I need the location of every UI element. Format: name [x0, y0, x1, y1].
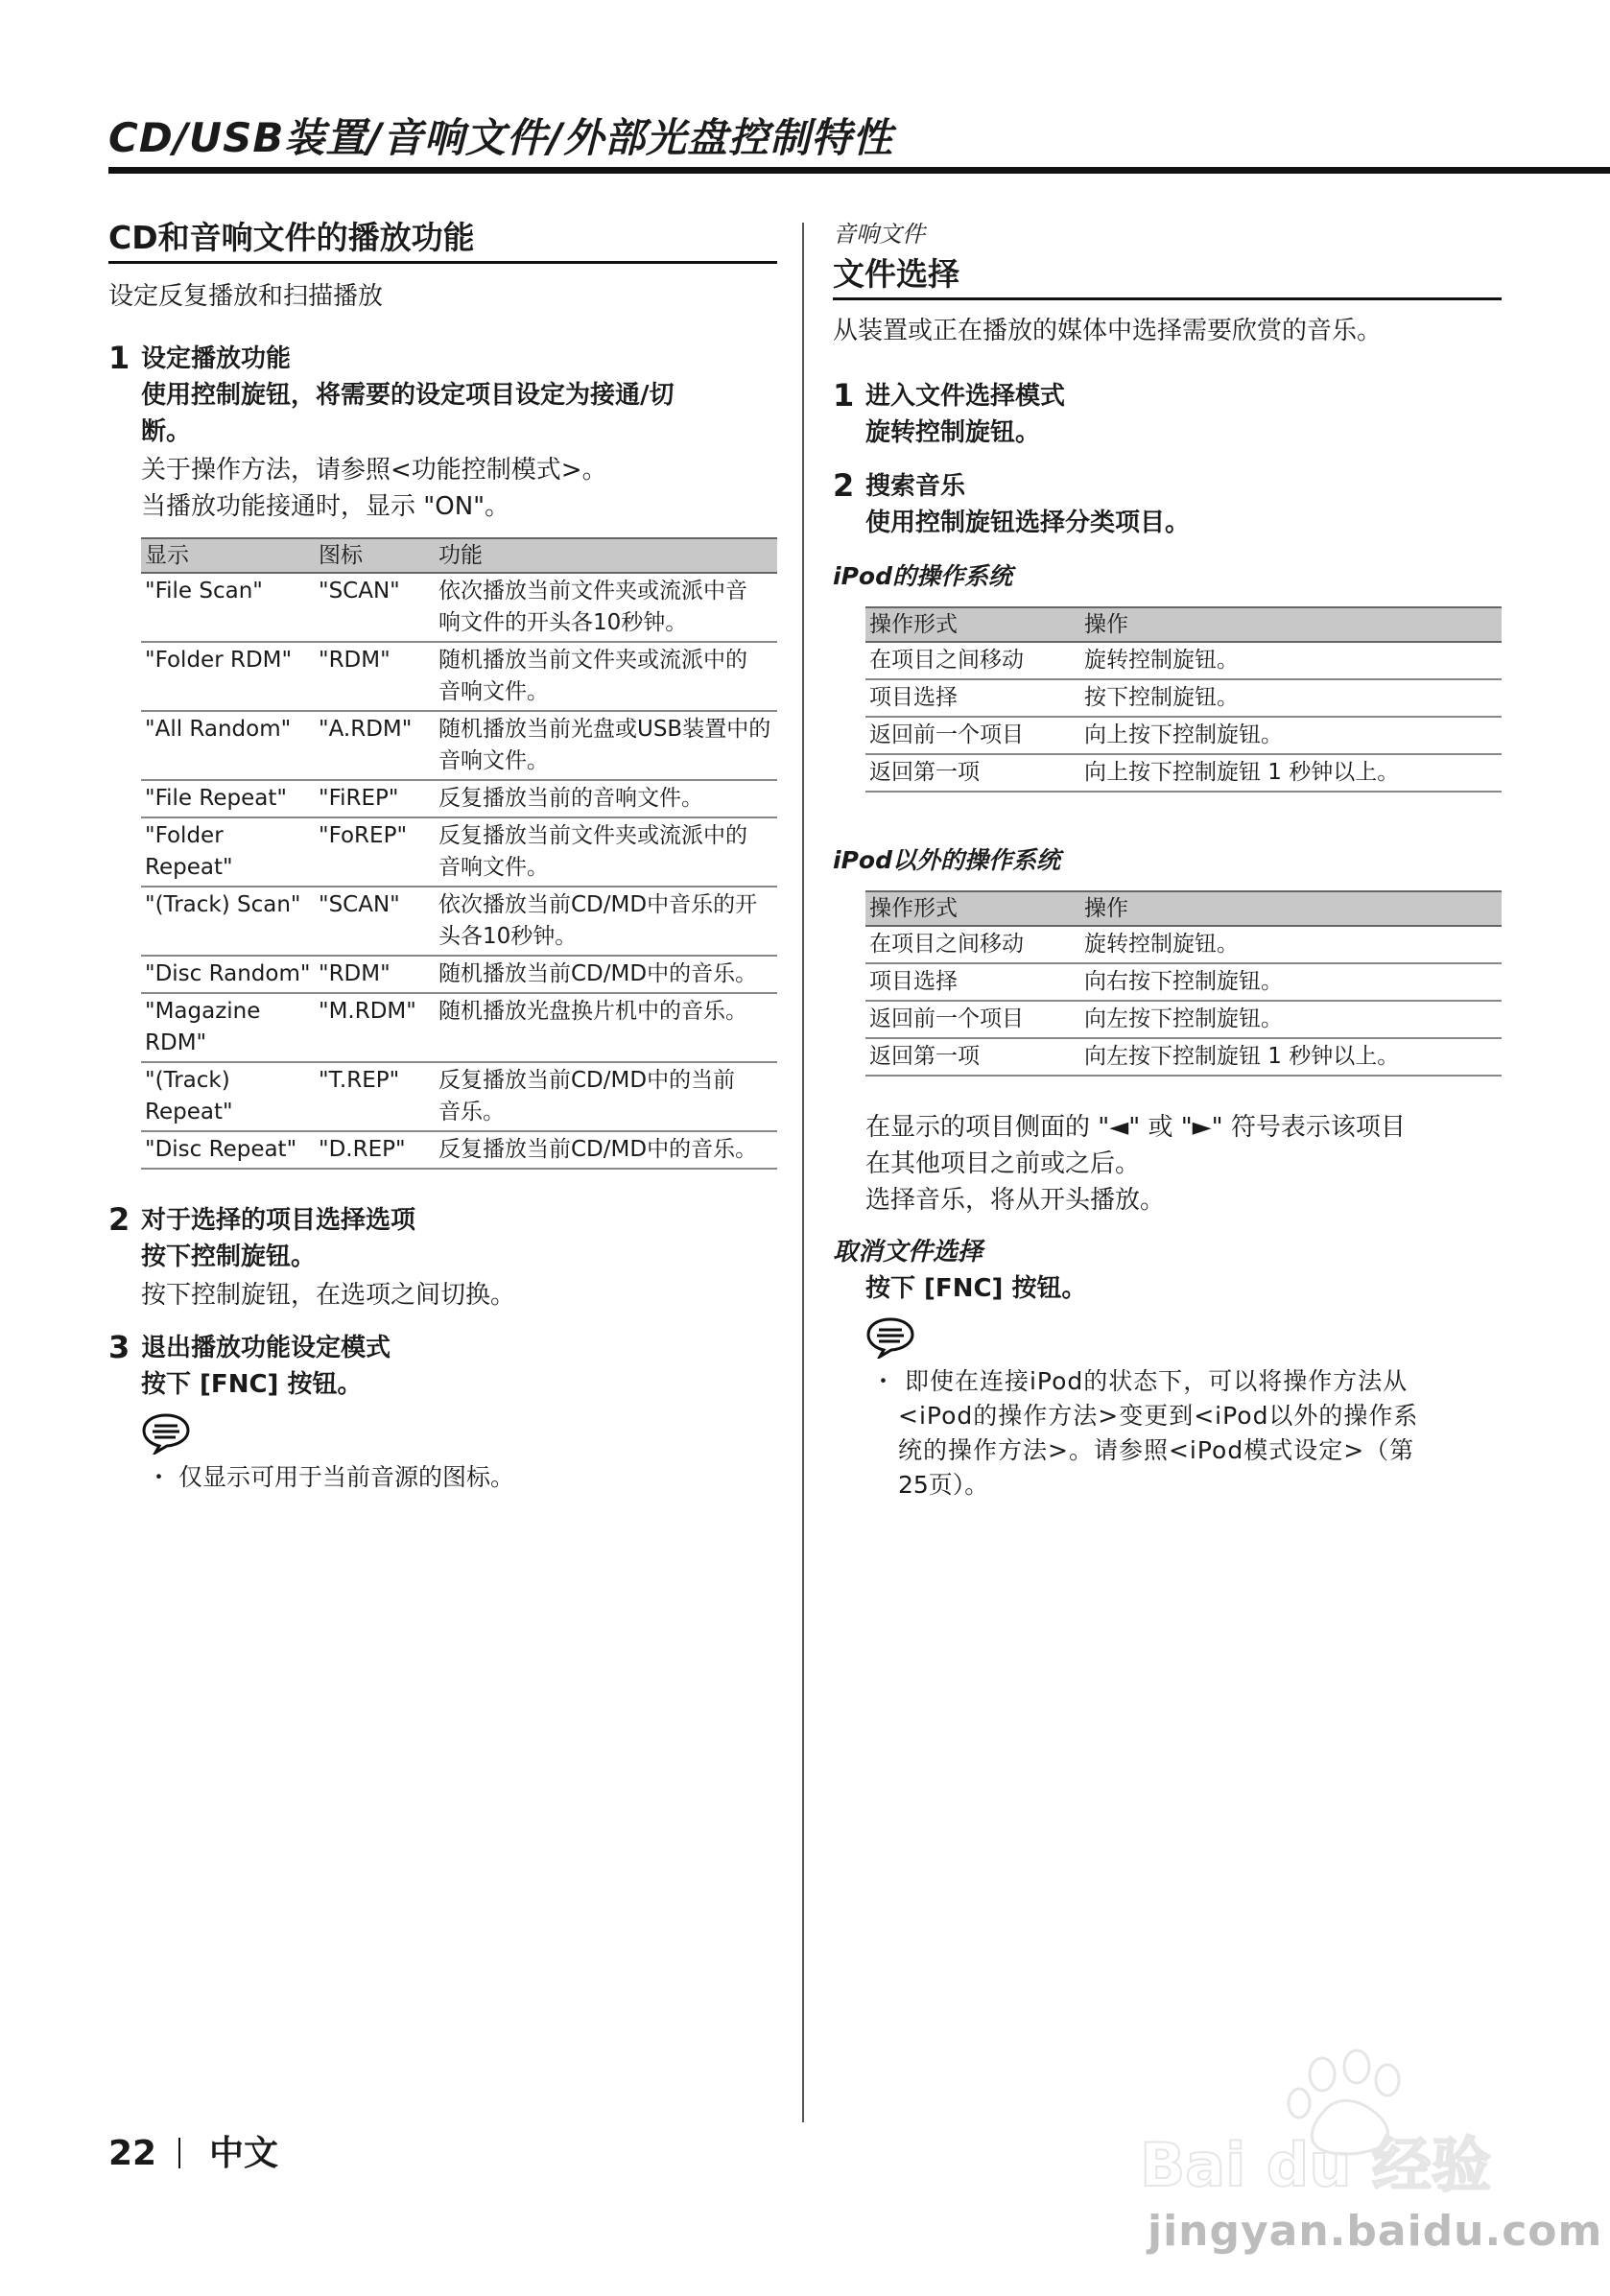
function-line: 反复播放当前文件夹或流派中的: [438, 823, 747, 848]
header-operation: 操作: [1080, 891, 1502, 926]
ipod-heading: iPod的操作系统: [833, 562, 1012, 590]
operation-form-cell: 返回第一项: [865, 1038, 1080, 1076]
header-display: 显示: [141, 538, 315, 573]
note-icon: [865, 1316, 915, 1359]
section-title-file-select: 文件选择: [833, 253, 1502, 300]
operation-form-cell: 项目选择: [865, 679, 1080, 717]
table-row: [141, 642, 777, 711]
icon-cell: "SCAN": [315, 887, 435, 956]
note-icon: [141, 1412, 191, 1455]
table-row: [865, 926, 1502, 963]
table-row: [141, 887, 777, 956]
function-cell: [435, 1131, 777, 1169]
step-number: 1: [833, 377, 855, 414]
header-icon: 图标: [315, 538, 435, 573]
table-row: [141, 817, 777, 887]
play-explanation: 选择音乐，将从开头播放。: [865, 1186, 1166, 1215]
display-cell: "File Scan": [141, 573, 315, 642]
display-cell: "Disc Random": [141, 956, 315, 993]
step-number: 3: [108, 1329, 130, 1365]
step-number: 2: [108, 1201, 130, 1238]
display-cell: "(Track) Scan": [141, 887, 315, 956]
table-row: [141, 1131, 777, 1169]
function-line: 反复播放当前CD/MD中的音乐。: [438, 1137, 758, 1162]
icon-cell: "D.REP": [315, 1131, 435, 1169]
step-description: 关于操作方法，请参照<功能控制模式>。: [141, 456, 607, 485]
non-ipod-heading: iPod以外的操作系统: [833, 846, 1060, 874]
operation-form-cell: 在项目之间移动: [865, 642, 1080, 679]
table-row: [865, 963, 1502, 1001]
function-line: 随机播放当前文件夹或流派中的: [438, 648, 747, 673]
display-cell: "Magazine RDM": [141, 993, 315, 1062]
operation-cell: 旋转控制旋钮。: [1080, 926, 1502, 963]
table-row: [865, 1038, 1502, 1076]
function-line: 头各10秒钟。: [438, 924, 578, 949]
table-header-row: [865, 891, 1502, 926]
table-row: [141, 573, 777, 642]
function-line: 随机播放当前CD/MD中的音乐。: [438, 961, 758, 986]
function-cell: [435, 956, 777, 993]
table-row: [865, 1001, 1502, 1038]
footer-separator: [178, 2138, 180, 2168]
display-cell: "All Random": [141, 711, 315, 780]
table-row: [865, 754, 1502, 792]
operation-form-cell: 在项目之间移动: [865, 926, 1080, 963]
symbol-explanation: 在显示的项目侧面的 "◄" 或 "►" 符号表示该项目: [865, 1113, 1406, 1142]
icon-cell: "M.RDM": [315, 993, 435, 1062]
operation-form-cell: 返回前一个项目: [865, 717, 1080, 754]
function-line: 音响文件。: [438, 855, 549, 880]
column-divider: [802, 223, 804, 2122]
symbol-explanation: 在其他项目之前或之后。: [865, 1149, 1141, 1178]
note-text: ・ 即使在连接iPod的状态下，可以将操作方法从: [871, 1367, 1409, 1395]
step-title: 设定播放功能: [141, 344, 292, 373]
display-cell: "Folder Repeat": [141, 817, 315, 887]
function-cell: [435, 817, 777, 887]
table-row: [141, 780, 777, 817]
display-cell: "(Track) Repeat": [141, 1062, 315, 1131]
step-description: 按下控制旋钮，在选项之间切换。: [141, 1281, 516, 1310]
function-cell: [435, 711, 777, 780]
table-header-row: [141, 538, 777, 573]
operation-cell: 旋转控制旋钮。: [1080, 642, 1502, 679]
step-title: 搜索音乐: [865, 472, 966, 501]
function-line: 反复播放当前的音响文件。: [438, 786, 703, 811]
operation-cell: 向右按下控制旋钮。: [1080, 963, 1502, 1001]
table-row: [865, 717, 1502, 754]
step-instruction: 使用控制旋钮选择分类项目。: [865, 509, 1191, 537]
playback-intro: 设定反复播放和扫描播放: [108, 282, 384, 311]
icon-cell: "RDM": [315, 642, 435, 711]
note-text: ・ 仅显示可用于当前音源的图标。: [147, 1463, 514, 1491]
icon-cell: "FiREP": [315, 780, 435, 817]
ipod-operation-table: [865, 606, 1502, 793]
function-cell: [435, 1062, 777, 1131]
table-row: [141, 711, 777, 780]
step-instruction: 旋转控制旋钮。: [865, 418, 1041, 447]
operation-form-cell: 返回前一个项目: [865, 1001, 1080, 1038]
non-ipod-operation-table: [865, 890, 1502, 1077]
operation-cell: 向上按下控制旋钮。: [1080, 717, 1502, 754]
display-cell: "Folder RDM": [141, 642, 315, 711]
header-function: 功能: [435, 538, 777, 573]
function-line: 反复播放当前CD/MD中的当前: [438, 1068, 736, 1093]
step-title: 退出播放功能设定模式: [141, 1334, 391, 1362]
step-number: 1: [108, 340, 130, 376]
note-text: 25页）。: [898, 1471, 989, 1499]
icon-cell: "SCAN": [315, 573, 435, 642]
function-table: [141, 537, 777, 1170]
table-row: [865, 642, 1502, 679]
step-title: 对于选择的项目选择选项: [141, 1206, 416, 1235]
operation-form-cell: 返回第一项: [865, 754, 1080, 792]
operation-cell: 向左按下控制旋钮 1 秒钟以上。: [1080, 1038, 1502, 1076]
step-title: 进入文件选择模式: [865, 382, 1066, 411]
watermark-url: jingyan.baidu.com: [1148, 2207, 1603, 2256]
watermark-logo-text: Bai du 经验: [1140, 2130, 1492, 2200]
page-number: 22: [108, 2134, 157, 2173]
note-text: 统的操作方法>。请参照<iPod模式设定>（第: [898, 1436, 1415, 1464]
table-row: [865, 679, 1502, 717]
section-title-playback: CD和音响文件的播放功能: [108, 217, 777, 264]
step-instruction: 使用控制旋钮，将需要的设定项目设定为接通/切: [141, 381, 675, 410]
step-instruction: 按下控制旋钮。: [141, 1243, 317, 1271]
page-language: 中文: [209, 2134, 279, 2173]
table-row: [141, 993, 777, 1062]
function-cell: [435, 573, 777, 642]
display-cell: "File Repeat": [141, 780, 315, 817]
step-instruction: 按下 [FNC] 按钮。: [141, 1370, 363, 1399]
step-description: 当播放功能接通时，显示 "ON"。: [141, 492, 510, 521]
display-cell: "Disc Repeat": [141, 1131, 315, 1169]
operation-form-cell: 项目选择: [865, 963, 1080, 1001]
page-title: CD/USB装置/音响文件/外部光盘控制特性: [108, 114, 894, 161]
file-select-intro: 从装置或正在播放的媒体中选择需要欣赏的音乐。: [833, 317, 1383, 345]
title-rule: [108, 167, 1610, 174]
icon-cell: "A.RDM": [315, 711, 435, 780]
icon-cell: "RDM": [315, 956, 435, 993]
category-label: 音响文件: [833, 221, 925, 248]
function-cell: [435, 780, 777, 817]
table-row: [141, 956, 777, 993]
function-cell: [435, 887, 777, 956]
function-cell: [435, 642, 777, 711]
function-line: 依次播放当前CD/MD中音乐的开: [438, 892, 758, 917]
header-form: 操作形式: [865, 607, 1080, 642]
function-cell: [435, 993, 777, 1062]
cancel-instruction: 按下 [FNC] 按钮。: [865, 1274, 1087, 1303]
function-line: 音响文件。: [438, 748, 549, 773]
cancel-heading: 取消文件选择: [833, 1238, 983, 1266]
operation-cell: 向上按下控制旋钮 1 秒钟以上。: [1080, 754, 1502, 792]
step-number: 2: [833, 467, 855, 504]
function-line: 音乐。: [438, 1100, 505, 1124]
operation-cell: 向左按下控制旋钮。: [1080, 1001, 1502, 1038]
icon-cell: "T.REP": [315, 1062, 435, 1131]
step-instruction: 断。: [141, 417, 192, 446]
icon-cell: "FoREP": [315, 817, 435, 887]
function-line: 依次播放当前文件夹或流派中音: [438, 579, 747, 604]
function-line: 音响文件。: [438, 679, 549, 704]
table-row: [141, 1062, 777, 1131]
operation-cell: 按下控制旋钮。: [1080, 679, 1502, 717]
header-operation: 操作: [1080, 607, 1502, 642]
function-line: 响文件的开头各10秒钟。: [438, 610, 688, 635]
table-header-row: [865, 607, 1502, 642]
function-line: 随机播放当前光盘或USB装置中的: [438, 717, 771, 742]
header-form: 操作形式: [865, 891, 1080, 926]
note-text: <iPod的操作方法>变更到<iPod以外的操作系: [898, 1402, 1419, 1430]
function-line: 随机播放光盘换片机中的音乐。: [438, 999, 747, 1024]
